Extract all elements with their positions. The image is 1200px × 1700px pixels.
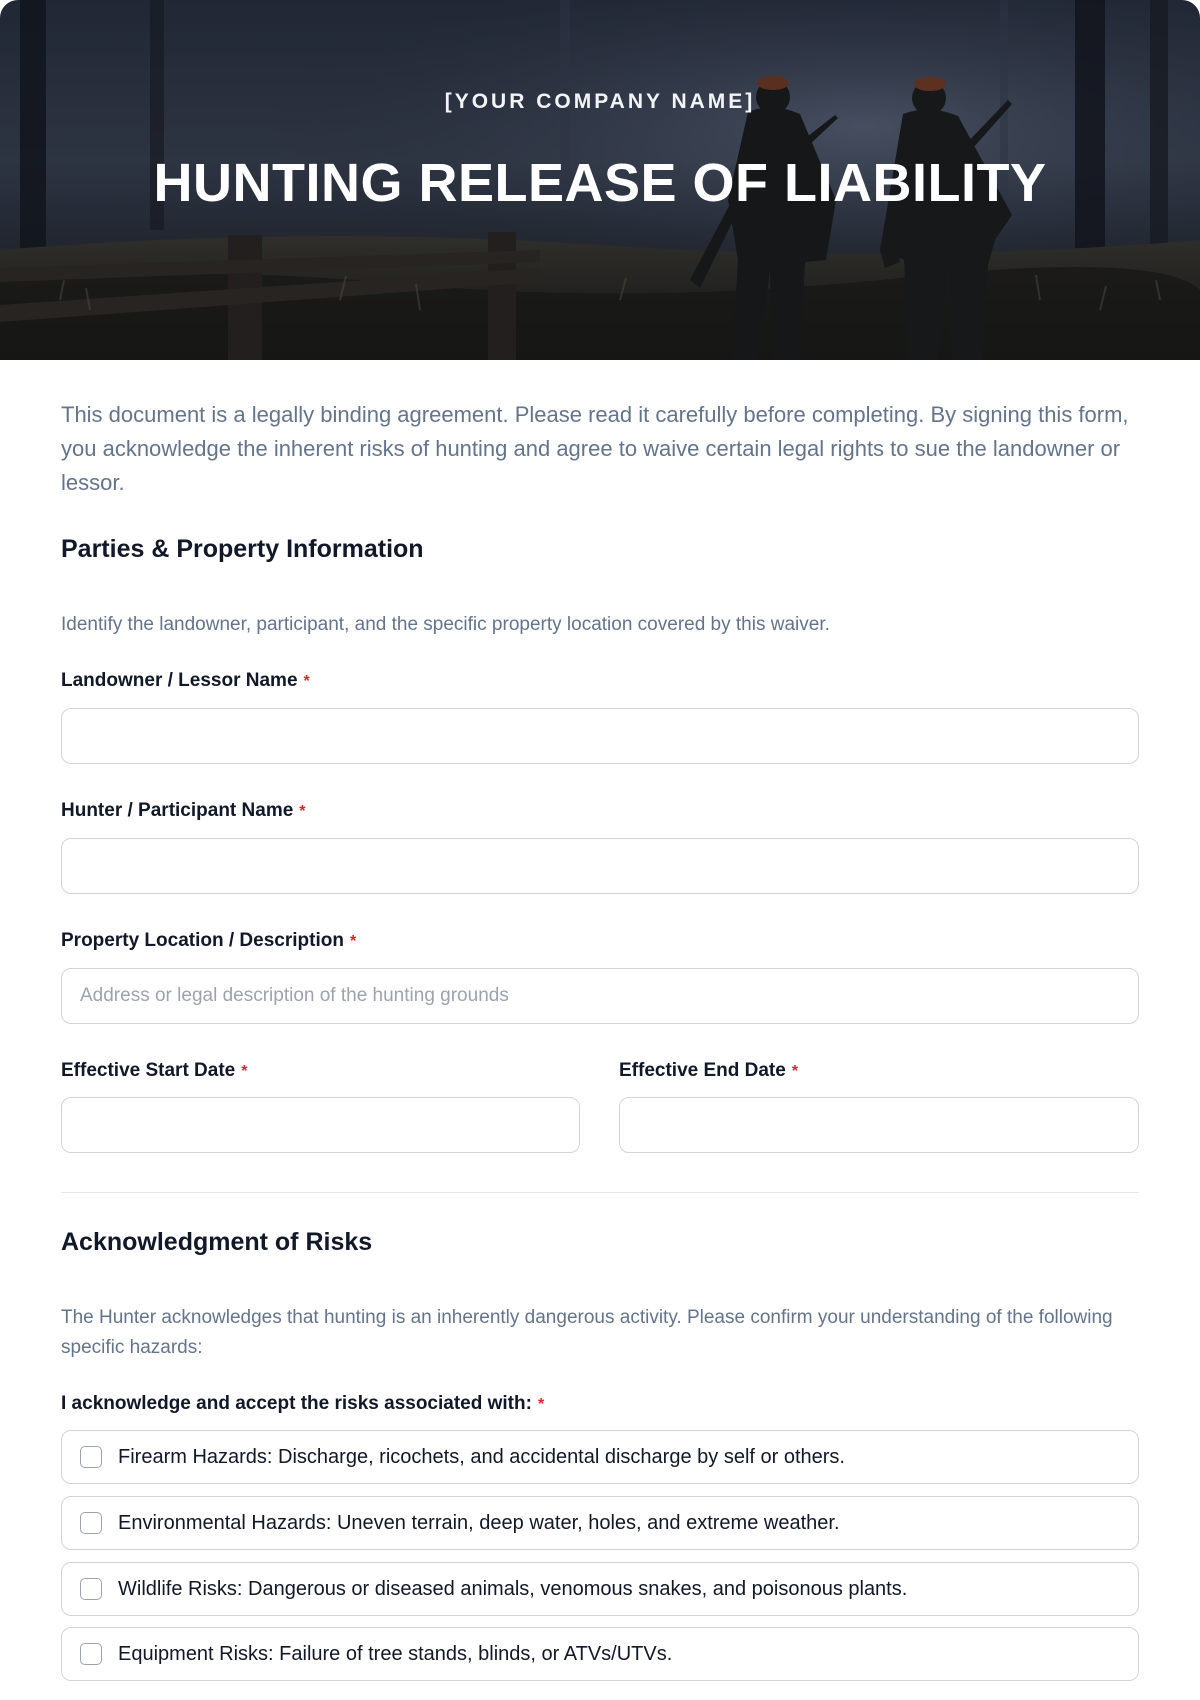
risks-question-row	[61, 1393, 544, 1415]
form-content	[61, 360, 1139, 1665]
section-divider	[61, 1192, 1139, 1193]
required-marker: *	[299, 803, 306, 820]
section-desc-parties: Identify the landowner, participant, and the specific property location covered by this waiver.	[61, 614, 830, 635]
end-date-input[interactable]	[619, 1097, 1139, 1153]
checkbox[interactable]	[80, 1446, 102, 1468]
checkbox[interactable]	[80, 1512, 102, 1534]
required-marker: *	[349, 933, 357, 950]
required-marker: *	[537, 1396, 545, 1413]
property-location-input[interactable]	[61, 968, 1139, 1024]
risk-option-label: Environmental Hazards: Uneven terrain, deep water, holes, and extreme weather.	[118, 1511, 840, 1534]
risk-option-firearm[interactable]	[61, 1430, 1139, 1484]
required-marker: *	[791, 1063, 799, 1080]
end-date-label: Effective End Date	[619, 1060, 786, 1081]
property-label: Property Location / Description	[61, 930, 344, 951]
start-date-label-row	[61, 1060, 247, 1082]
hunter-label-row	[61, 800, 306, 822]
landowner-label-row	[61, 670, 310, 692]
section-title-risks: Acknowledgment of Risks	[61, 1228, 373, 1256]
risk-option-wildlife[interactable]	[61, 1562, 1139, 1616]
risks-question-label: I acknowledge and accept the risks associated with:	[61, 1393, 532, 1414]
required-marker: *	[241, 1063, 248, 1080]
landowner-label: Landowner / Lessor Name	[61, 670, 298, 691]
start-date-label: Effective Start Date	[61, 1060, 236, 1081]
start-date-input[interactable]	[61, 1097, 580, 1153]
end-date-label-row	[619, 1060, 798, 1082]
landowner-name-input[interactable]	[61, 708, 1139, 764]
company-name: [YOUR COMPANY NAME]	[444, 90, 756, 113]
page-title: HUNTING RELEASE OF LIABILITY	[153, 153, 1047, 213]
checkbox[interactable]	[80, 1578, 102, 1600]
risk-option-environmental[interactable]	[61, 1496, 1139, 1550]
risk-option-label: Equipment Risks: Failure of tree stands, blinds, or ATVs/UTVs.	[118, 1642, 673, 1665]
hunter-name-input[interactable]	[61, 838, 1139, 894]
intro-text: This document is a legally binding agreement. Please read it carefully before completing. By signing this form, you acknowledge the inherent risks of hunting and agree to waive certain legal rights to sue the landowner or lessor.	[61, 402, 1129, 495]
risk-option-equipment[interactable]	[61, 1627, 1139, 1681]
section-desc-risks: The Hunter acknowledges that hunting is an inherently dangerous activity. Please confirm your understanding of the following specific hazards:	[61, 1307, 1113, 1358]
checkbox[interactable]	[80, 1643, 102, 1665]
hero-banner	[0, 0, 1200, 360]
property-label-row	[61, 930, 356, 952]
hunter-label: Hunter / Participant Name	[61, 800, 294, 821]
risk-option-label: Firearm Hazards: Discharge, ricochets, and accidental discharge by self or others.	[118, 1445, 845, 1468]
risk-option-label: Wildlife Risks: Dangerous or diseased animals, venomous snakes, and poisonous plants.	[118, 1577, 908, 1600]
required-marker: *	[303, 673, 310, 690]
section-title-parties: Parties & Property Information	[61, 535, 424, 563]
